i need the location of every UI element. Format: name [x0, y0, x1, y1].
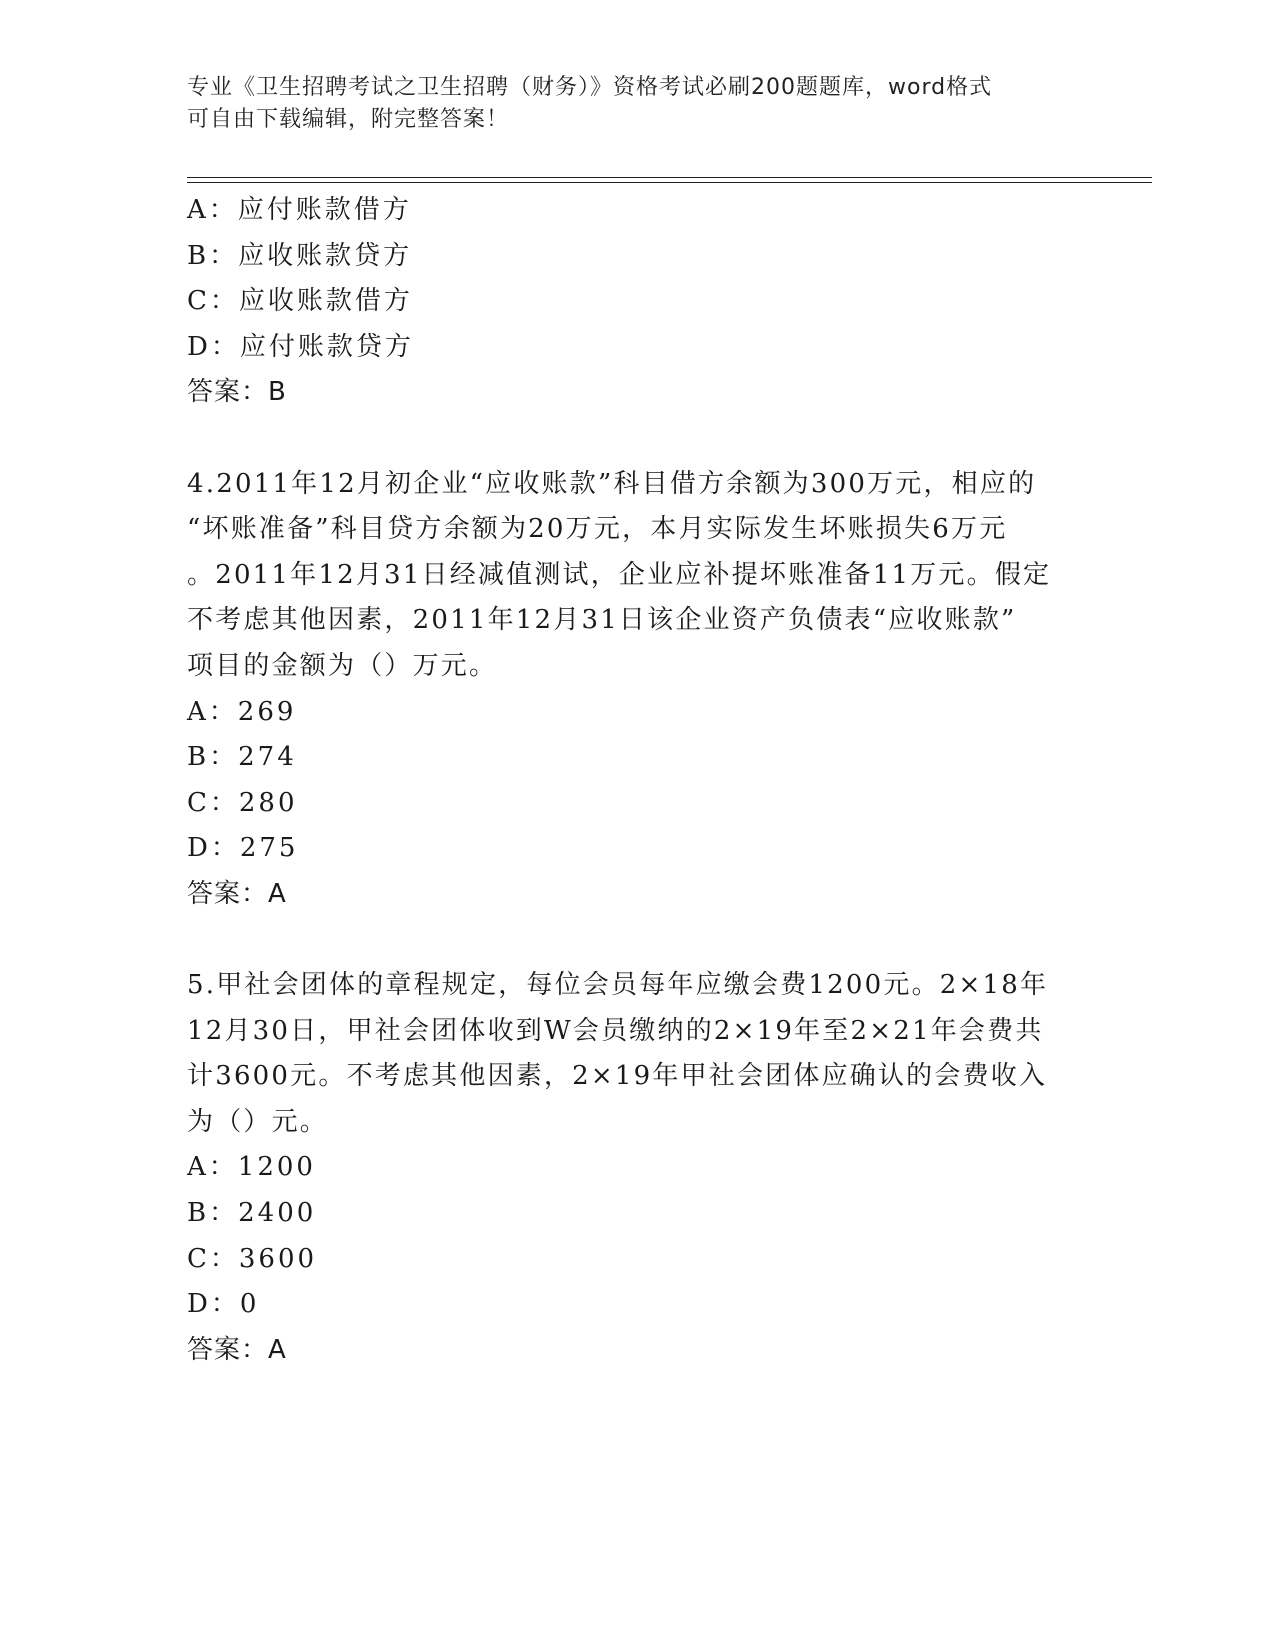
q4-option-a: A：269 — [187, 696, 297, 727]
document-header — [187, 72, 1067, 136]
spacer — [187, 416, 1087, 462]
q5-stem-line-2: 12月30日，甲社会团体收到W会员缴纳的2×19年至2×21年会费共 — [187, 1015, 1044, 1046]
q4-option-d: D：275 — [187, 833, 299, 864]
question-5 — [187, 963, 1087, 1373]
header-title-line-2: 可自由下载编辑，附完整答案！ — [187, 107, 510, 132]
q4-stem-line-1: 4.2011年12月初企业“应收账款”科目借方余额为300万元，相应的 — [187, 468, 1037, 499]
spacer — [187, 918, 1087, 964]
question-content — [187, 188, 1087, 1373]
header-divider-bottom — [187, 182, 1152, 183]
q3-answer: 答案：B — [187, 377, 287, 408]
q5-stem-line-3: 计3600元。不考虑其他因素，2×19年甲社会团体应确认的会费收入 — [187, 1061, 1048, 1092]
q4-stem-line-4: 不考虑其他因素，2011年12月31日该企业资产负债表“应收账款” — [187, 605, 1017, 636]
q4-stem-line-2: “坏账准备”科目贷方余额为20万元，本月实际发生坏账损失6万元 — [187, 514, 1008, 545]
header-title-line-1: 专业《卫生招聘考试之卫生招聘（财务）》资格考试必刷200题题库，word格式 — [187, 75, 993, 100]
q4-stem-line-5: 项目的金额为（）万元。 — [187, 650, 498, 681]
question-3 — [187, 188, 1087, 416]
header-divider-top — [187, 177, 1152, 178]
q5-answer: 答案：A — [187, 1334, 287, 1365]
q4-answer: 答案：A — [187, 878, 287, 909]
q3-option-a: A：应付账款借方 — [187, 195, 412, 225]
q4-stem-line-3: 。2011年12月31日经减值测试，企业应补提坏账准备11万元。假定 — [187, 559, 1052, 590]
q3-option-c: C：应收账款借方 — [187, 286, 413, 317]
q3-option-d: D：应付账款贷方 — [187, 331, 414, 362]
q3-option-b: B：应收账款贷方 — [187, 240, 413, 271]
q5-option-a: A：1200 — [187, 1152, 316, 1183]
q4-option-b: B：274 — [187, 742, 297, 773]
q5-stem-line-1: 5.甲社会团体的章程规定，每位会员每年应缴会费1200元。2×18年 — [187, 970, 1049, 1001]
q5-stem-line-4: 为（）元。 — [187, 1106, 329, 1137]
q5-option-c: C：3600 — [187, 1243, 318, 1274]
q5-option-d: D：0 — [187, 1289, 260, 1320]
q5-option-b: B：2400 — [187, 1198, 317, 1229]
q4-option-c: C：280 — [187, 787, 298, 818]
question-4 — [187, 462, 1087, 918]
